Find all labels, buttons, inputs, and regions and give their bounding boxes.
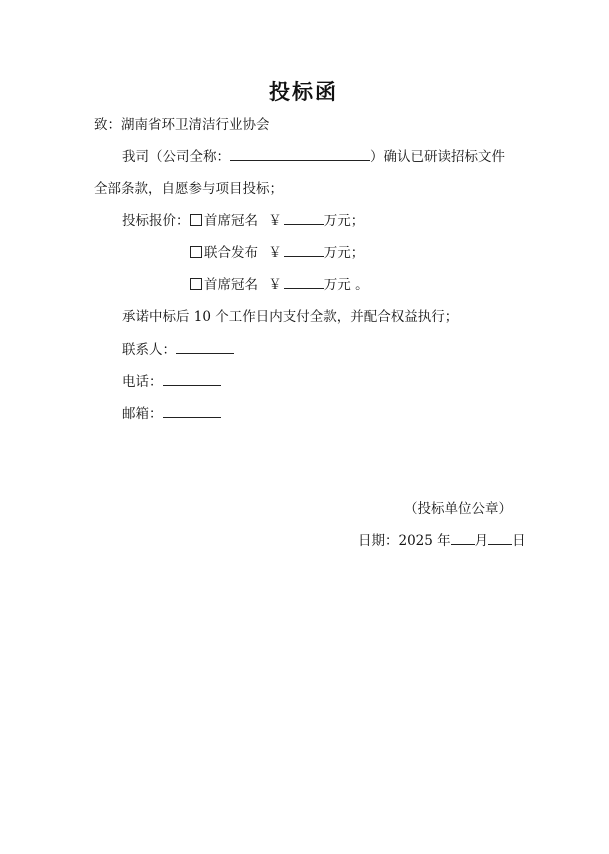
amount-blank: [284, 212, 324, 225]
email-line: [122, 402, 221, 422]
date-prefix: 日期：2025 年: [358, 533, 451, 549]
recipient-line: 致：湖南省环卫清洁行业协会: [94, 117, 270, 133]
option-name: 首席冠名: [204, 213, 258, 229]
currency-symbol: ￥: [268, 277, 282, 293]
quote-label: 投标报价：: [122, 213, 190, 229]
amount-blank: [284, 244, 324, 257]
amount-blank: [284, 276, 324, 289]
date-month: 月: [474, 533, 489, 549]
checkbox-icon[interactable]: [190, 214, 202, 226]
checkbox-icon[interactable]: [190, 278, 202, 290]
option-row: [190, 241, 364, 261]
option-name: 首席冠名: [204, 277, 258, 293]
day-blank: [488, 532, 512, 545]
option-unit: 万元 。: [323, 277, 369, 293]
option-name: 联合发布: [204, 245, 258, 261]
phone-line: [122, 370, 221, 390]
contact-label: 联系人：: [122, 342, 176, 358]
intro-line: [122, 145, 505, 165]
option-row: [190, 209, 364, 229]
phone-blank: [163, 373, 221, 386]
option-row: [190, 273, 369, 293]
intro-prefix: 我司（公司全称：: [122, 149, 230, 165]
checkbox-icon[interactable]: [190, 246, 202, 258]
seal-line: （投标单位公章）: [404, 501, 512, 517]
currency-symbol: ￥: [268, 213, 282, 229]
month-blank: [451, 532, 475, 545]
page-title: 投标函: [269, 79, 338, 104]
email-label: 邮箱：: [122, 406, 163, 422]
intro-suffix: ）确认已研读招标文件: [370, 149, 505, 165]
phone-label: 电话：: [122, 374, 163, 390]
company-name-blank: [230, 148, 370, 161]
option-unit: 万元；: [323, 213, 365, 229]
currency-symbol: ￥: [268, 245, 282, 261]
contact-line: [122, 338, 234, 358]
intro-line-2: 全部条款，自愿参与项目投标；: [94, 181, 283, 197]
contact-blank: [176, 341, 234, 354]
commitment-line: 承诺中标后 10 个工作日内支付全款，并配合权益执行；: [122, 309, 459, 325]
email-blank: [163, 405, 221, 418]
option-unit: 万元；: [323, 245, 365, 261]
date-line: [358, 529, 526, 549]
date-day: 日: [512, 533, 526, 549]
